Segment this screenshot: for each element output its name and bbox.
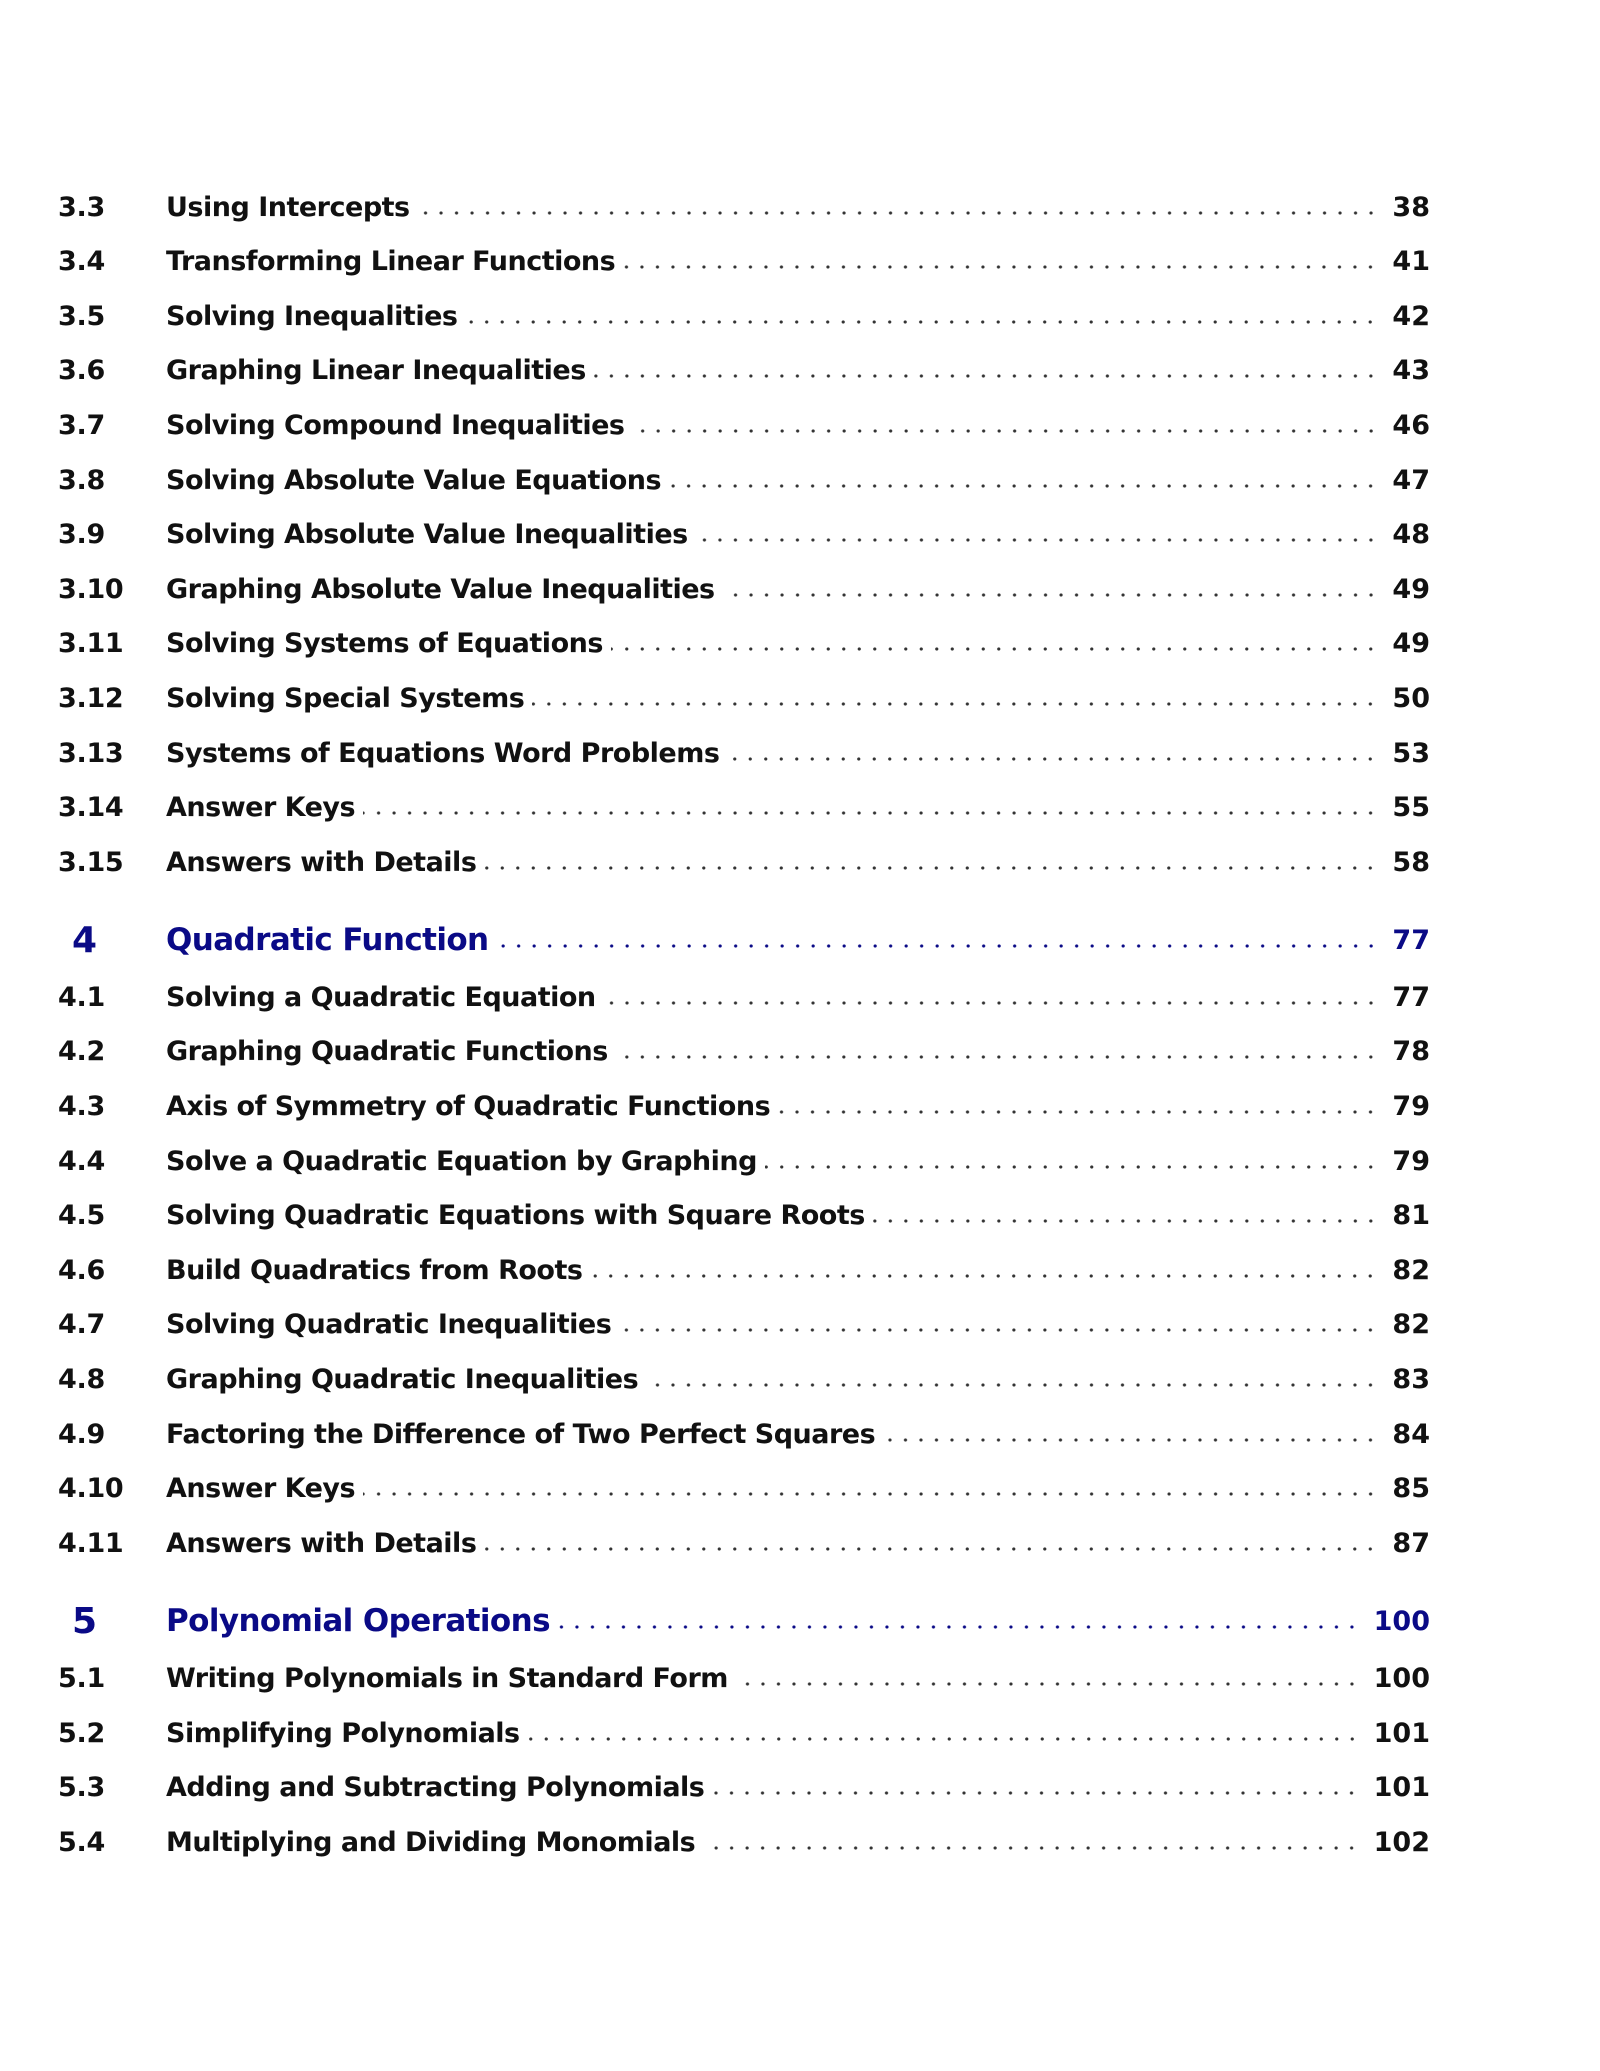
section-title: Systems of Equations Word Problems bbox=[166, 737, 720, 769]
page-number: 84 bbox=[1392, 1418, 1430, 1450]
dot-leader bbox=[484, 866, 1378, 870]
toc-entry[interactable] bbox=[58, 569, 1430, 609]
dot-leader bbox=[363, 1492, 1378, 1496]
section-number: 4.8 bbox=[58, 1363, 105, 1395]
chapter-number: 5 bbox=[72, 1600, 97, 1642]
section-number: 4.6 bbox=[58, 1254, 105, 1286]
page-number: 100 bbox=[1373, 1662, 1430, 1694]
chapter-number: 4 bbox=[72, 919, 97, 961]
page-number: 77 bbox=[1392, 924, 1430, 956]
dot-leader bbox=[484, 1547, 1378, 1551]
section-number: 3.12 bbox=[58, 682, 124, 714]
toc-entry[interactable] bbox=[58, 1359, 1430, 1399]
section-number: 3.5 bbox=[58, 300, 105, 332]
toc-chapter-entry[interactable] bbox=[58, 920, 1430, 960]
section-number: 4.11 bbox=[58, 1527, 124, 1559]
page-number: 43 bbox=[1392, 354, 1430, 386]
dot-leader bbox=[532, 702, 1378, 706]
toc-entry[interactable] bbox=[58, 1822, 1430, 1862]
section-title: Answer Keys bbox=[166, 791, 356, 823]
page-number: 78 bbox=[1392, 1035, 1430, 1067]
section-title: Writing Polynomials in Standard Form bbox=[166, 1662, 728, 1694]
section-title: Answer Keys bbox=[166, 1472, 356, 1504]
page-number: 49 bbox=[1392, 573, 1430, 605]
dot-leader bbox=[604, 1001, 1379, 1005]
page-number: 50 bbox=[1392, 682, 1430, 714]
section-title: Factoring the Difference of Two Perfect Squares bbox=[166, 1418, 876, 1450]
toc-entry[interactable] bbox=[58, 1523, 1430, 1563]
section-number: 3.8 bbox=[58, 464, 105, 496]
section-title: Answers with Details bbox=[166, 846, 477, 878]
toc-entry[interactable] bbox=[58, 623, 1430, 663]
page-number: 38 bbox=[1392, 191, 1430, 223]
toc-entry[interactable] bbox=[58, 514, 1430, 554]
section-title: Answers with Details bbox=[166, 1527, 477, 1559]
section-number: 4.3 bbox=[58, 1090, 105, 1122]
toc-chapter-entry[interactable] bbox=[58, 1601, 1430, 1641]
section-title: Using Intercepts bbox=[166, 191, 410, 223]
dot-leader bbox=[611, 647, 1379, 651]
page-number: 79 bbox=[1392, 1090, 1430, 1122]
toc-entry[interactable] bbox=[58, 1767, 1430, 1807]
toc-entry[interactable] bbox=[58, 1086, 1430, 1126]
toc-entry[interactable] bbox=[58, 1468, 1430, 1508]
page-number: 82 bbox=[1392, 1308, 1430, 1340]
chapter-title: Polynomial Operations bbox=[166, 1603, 550, 1639]
section-title: Solve a Quadratic Equation by Graphing bbox=[166, 1145, 757, 1177]
section-title: Solving Compound Inequalities bbox=[166, 409, 625, 441]
section-title: Graphing Quadratic Functions bbox=[166, 1035, 608, 1067]
section-number: 4.10 bbox=[58, 1472, 124, 1504]
page-number: 79 bbox=[1392, 1145, 1430, 1177]
page-number: 85 bbox=[1392, 1472, 1430, 1504]
section-title: Graphing Absolute Value Inequalities bbox=[166, 573, 715, 605]
toc-entry[interactable] bbox=[58, 187, 1430, 227]
dot-leader bbox=[633, 429, 1379, 433]
page-number: 83 bbox=[1392, 1363, 1430, 1395]
dot-leader bbox=[778, 1110, 1378, 1114]
dot-leader bbox=[623, 265, 1378, 269]
section-title: Axis of Symmetry of Quadratic Functions bbox=[166, 1090, 771, 1122]
section-title: Multiplying and Dividing Monomials bbox=[166, 1826, 696, 1858]
dot-leader bbox=[727, 757, 1378, 761]
dot-leader bbox=[696, 538, 1379, 542]
section-title: Solving Absolute Value Inequalities bbox=[166, 518, 688, 550]
section-number: 3.9 bbox=[58, 518, 105, 550]
section-title: Solving a Quadratic Equation bbox=[166, 981, 596, 1013]
chapter-title: Quadratic Function bbox=[166, 922, 489, 958]
section-number: 3.13 bbox=[58, 737, 124, 769]
section-title: Graphing Linear Inequalities bbox=[166, 354, 586, 386]
section-title: Solving Systems of Equations bbox=[166, 627, 603, 659]
toc-entry[interactable] bbox=[58, 1250, 1430, 1290]
page-number: 47 bbox=[1392, 464, 1430, 496]
page-number: 48 bbox=[1392, 518, 1430, 550]
dot-leader bbox=[363, 811, 1378, 815]
dot-leader bbox=[883, 1438, 1378, 1442]
dot-leader bbox=[465, 320, 1378, 324]
dot-leader bbox=[590, 1274, 1378, 1278]
dot-leader bbox=[497, 944, 1379, 948]
section-number: 5.4 bbox=[58, 1826, 105, 1858]
toc-entry[interactable] bbox=[58, 678, 1430, 718]
dot-leader bbox=[723, 593, 1379, 597]
dot-leader bbox=[669, 484, 1378, 488]
dot-leader bbox=[712, 1791, 1359, 1795]
toc-entry[interactable] bbox=[58, 1414, 1430, 1454]
section-number: 3.4 bbox=[58, 245, 105, 277]
section-number: 3.3 bbox=[58, 191, 105, 223]
section-title: Transforming Linear Functions bbox=[166, 245, 616, 277]
toc-entry[interactable] bbox=[58, 350, 1430, 390]
section-number: 4.5 bbox=[58, 1199, 105, 1231]
section-number: 3.14 bbox=[58, 791, 124, 823]
section-title: Solving Absolute Value Equations bbox=[166, 464, 662, 496]
section-title: Solving Special Systems bbox=[166, 682, 525, 714]
section-title: Solving Inequalities bbox=[166, 300, 458, 332]
dot-leader bbox=[646, 1383, 1378, 1387]
dot-leader bbox=[616, 1055, 1379, 1059]
page-number: 49 bbox=[1392, 627, 1430, 659]
page-number: 42 bbox=[1392, 300, 1430, 332]
toc-entry[interactable] bbox=[58, 241, 1430, 281]
section-number: 3.11 bbox=[58, 627, 124, 659]
page-number: 55 bbox=[1392, 791, 1430, 823]
page-number: 81 bbox=[1392, 1199, 1430, 1231]
section-number: 4.9 bbox=[58, 1418, 105, 1450]
section-title: Adding and Subtracting Polynomials bbox=[166, 1771, 705, 1803]
toc-entry[interactable] bbox=[58, 1141, 1430, 1181]
toc-entry[interactable] bbox=[58, 405, 1430, 445]
section-number: 5.3 bbox=[58, 1771, 105, 1803]
toc-entry[interactable] bbox=[58, 977, 1430, 1017]
section-number: 4.1 bbox=[58, 981, 105, 1013]
page-number: 102 bbox=[1373, 1826, 1430, 1858]
section-number: 4.7 bbox=[58, 1308, 105, 1340]
page-number: 82 bbox=[1392, 1254, 1430, 1286]
page-number: 41 bbox=[1392, 245, 1430, 277]
dot-leader bbox=[594, 374, 1379, 378]
section-number: 5.2 bbox=[58, 1717, 105, 1749]
page-number: 101 bbox=[1373, 1771, 1430, 1803]
section-number: 4.4 bbox=[58, 1145, 105, 1177]
section-number: 3.10 bbox=[58, 573, 124, 605]
page-number: 100 bbox=[1373, 1605, 1430, 1637]
toc-entry[interactable] bbox=[58, 1304, 1430, 1344]
section-number: 3.7 bbox=[58, 409, 105, 441]
toc-entry[interactable] bbox=[58, 733, 1430, 773]
section-number: 3.6 bbox=[58, 354, 105, 386]
toc-entry[interactable] bbox=[58, 787, 1430, 827]
dot-leader bbox=[528, 1737, 1360, 1741]
page-number: 87 bbox=[1392, 1527, 1430, 1559]
toc-entry[interactable] bbox=[58, 296, 1430, 336]
section-number: 4.2 bbox=[58, 1035, 105, 1067]
section-number: 3.15 bbox=[58, 846, 124, 878]
dot-leader bbox=[619, 1328, 1378, 1332]
dot-leader bbox=[873, 1219, 1379, 1223]
section-title: Build Quadratics from Roots bbox=[166, 1254, 583, 1286]
dot-leader bbox=[703, 1846, 1359, 1850]
page-number: 58 bbox=[1392, 846, 1430, 878]
section-title: Solving Quadratic Equations with Square Roots bbox=[166, 1199, 865, 1231]
toc-entry[interactable] bbox=[58, 842, 1430, 882]
section-title: Simplifying Polynomials bbox=[166, 1717, 520, 1749]
section-title: Solving Quadratic Inequalities bbox=[166, 1308, 612, 1340]
toc-entry[interactable] bbox=[58, 1713, 1430, 1753]
page-number: 77 bbox=[1392, 981, 1430, 1013]
dot-leader bbox=[736, 1682, 1360, 1686]
page-number: 101 bbox=[1373, 1717, 1430, 1749]
section-number: 5.1 bbox=[58, 1662, 105, 1694]
dot-leader bbox=[765, 1165, 1378, 1169]
dot-leader bbox=[558, 1625, 1360, 1629]
toc-entry[interactable] bbox=[58, 1195, 1430, 1235]
page-number: 46 bbox=[1392, 409, 1430, 441]
toc-entry[interactable] bbox=[58, 460, 1430, 500]
toc-entry[interactable] bbox=[58, 1031, 1430, 1071]
page-number: 53 bbox=[1392, 737, 1430, 769]
section-title: Graphing Quadratic Inequalities bbox=[166, 1363, 639, 1395]
dot-leader bbox=[418, 211, 1379, 215]
toc-entry[interactable] bbox=[58, 1658, 1430, 1698]
